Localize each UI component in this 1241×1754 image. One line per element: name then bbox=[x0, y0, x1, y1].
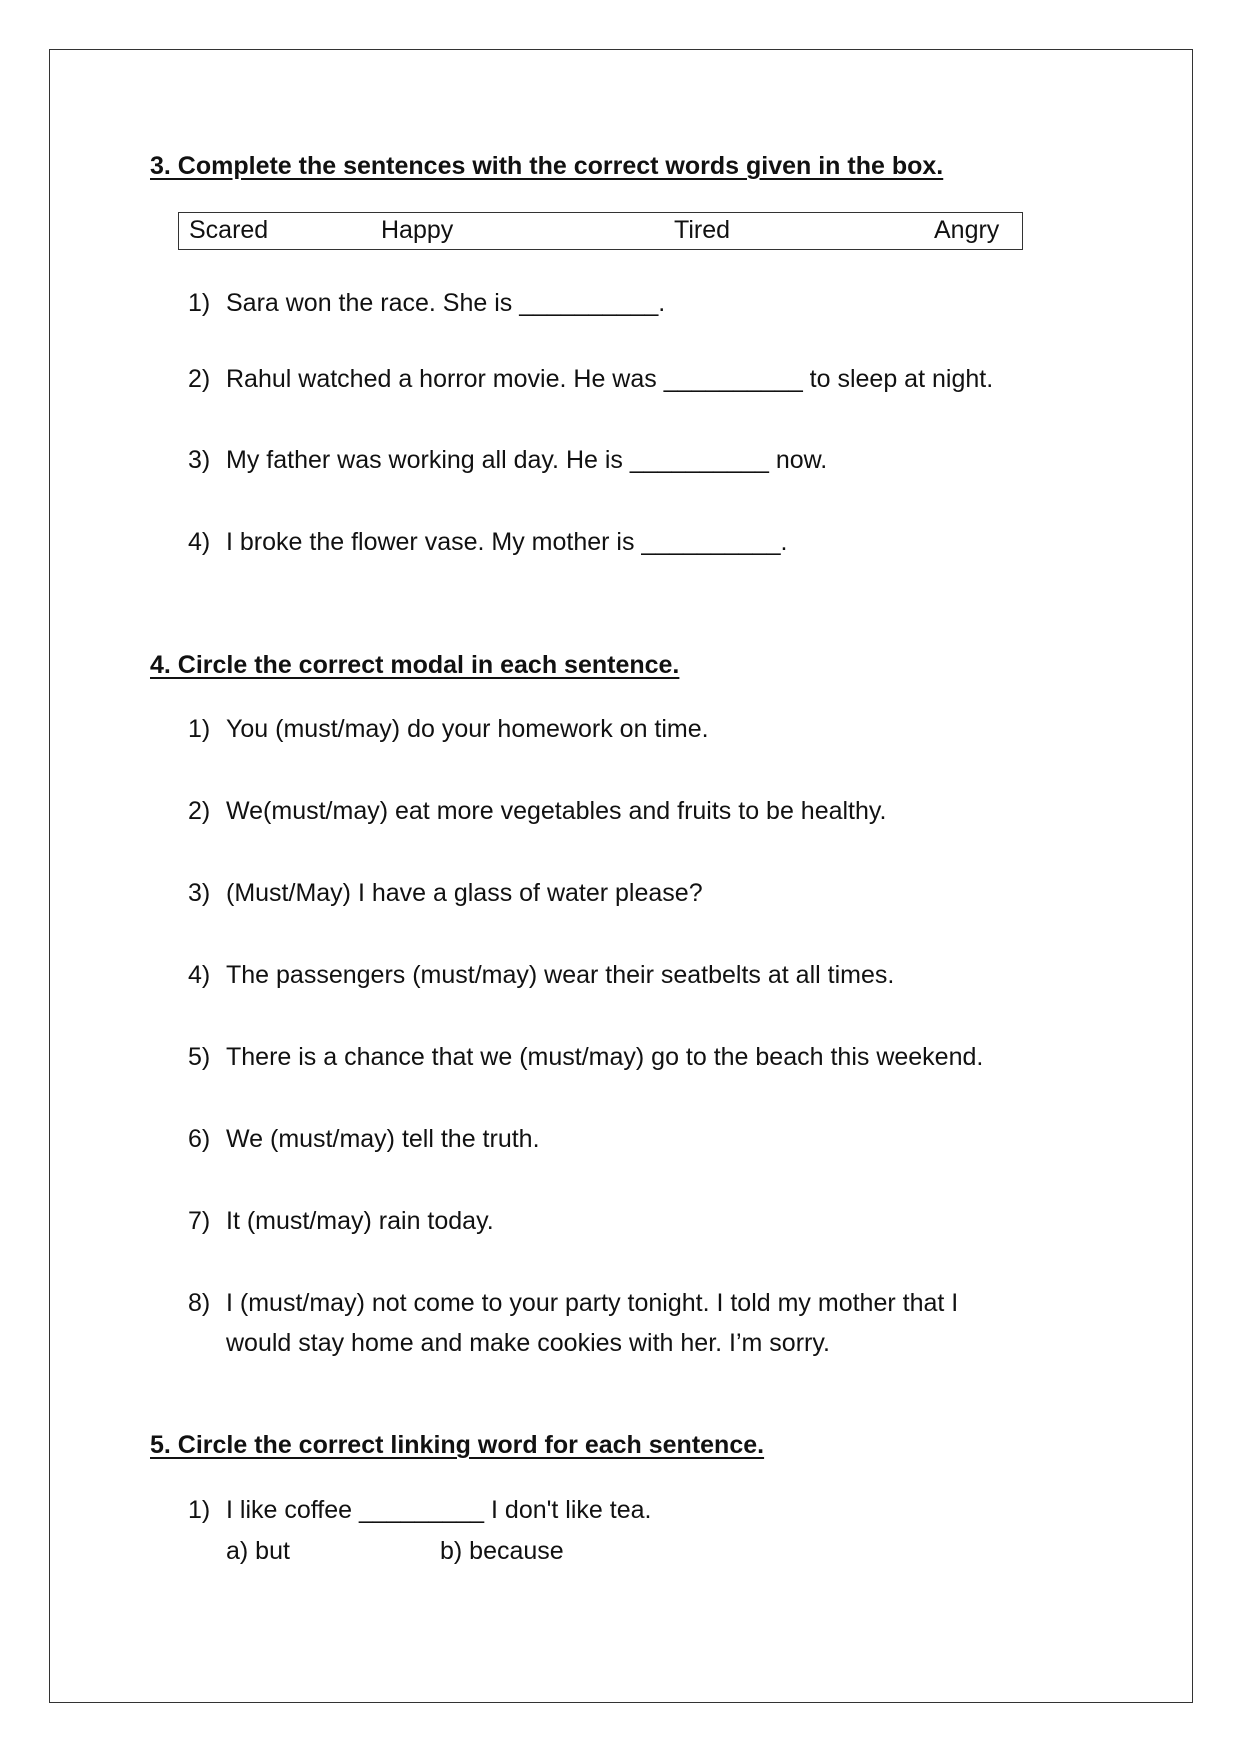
section-4-item bbox=[188, 1119, 540, 1159]
item-text: The passengers (must/may) wear their seatbelts at all times. bbox=[226, 961, 895, 989]
item-number: 7) bbox=[188, 1207, 211, 1235]
item-text: Rahul watched a horror movie. He was __________ to sleep at night. bbox=[226, 365, 994, 393]
item-number: 3) bbox=[188, 446, 211, 474]
section-4-item bbox=[188, 791, 887, 831]
item-text: I broke the flower vase. My mother is __________. bbox=[226, 528, 788, 556]
option-a: a) but bbox=[226, 1537, 290, 1565]
item-number: 3) bbox=[188, 879, 211, 907]
item-text-continued: would stay home and make cookies with her. I’m sorry. bbox=[226, 1329, 830, 1357]
section-4-heading: 4. Circle the correct modal in each sentence. bbox=[150, 651, 680, 679]
item-text: I (must/may) not come to your party tonight. I told my mother that I bbox=[226, 1289, 959, 1317]
item-number: 8) bbox=[188, 1289, 211, 1317]
section-3-item bbox=[188, 359, 993, 399]
item-number: 1) bbox=[188, 1496, 211, 1524]
section-5-item bbox=[188, 1490, 651, 1530]
item-number: 1) bbox=[188, 289, 211, 317]
word-box bbox=[178, 212, 1023, 250]
section-4-item bbox=[188, 1283, 958, 1363]
section-3-heading: 3. Complete the sentences with the correct words given in the box. bbox=[150, 152, 944, 180]
word-box-word: Tired bbox=[674, 216, 731, 244]
item-text: I like coffee _________ I don't like tea. bbox=[226, 1496, 652, 1524]
item-number: 4) bbox=[188, 528, 211, 556]
item-text: It (must/may) rain today. bbox=[226, 1207, 494, 1235]
item-text: Sara won the race. She is __________. bbox=[226, 289, 666, 317]
item-text: You (must/may) do your homework on time. bbox=[226, 715, 709, 743]
item-number: 2) bbox=[188, 797, 211, 825]
item-text: We(must/may) eat more vegetables and fruits to be healthy. bbox=[226, 797, 887, 825]
item-text: My father was working all day. He is __________ now. bbox=[226, 446, 828, 474]
item-number: 2) bbox=[188, 365, 211, 393]
item-text: (Must/May) I have a glass of water please? bbox=[226, 879, 703, 907]
word-box-word: Angry bbox=[934, 216, 1000, 244]
section-3-item bbox=[188, 283, 665, 323]
item-number: 4) bbox=[188, 961, 211, 989]
option-b: b) because bbox=[440, 1537, 564, 1565]
section-4-item bbox=[188, 709, 709, 749]
section-4-item bbox=[188, 955, 894, 995]
word-box-word: Happy bbox=[381, 216, 454, 244]
item-text: We (must/may) tell the truth. bbox=[226, 1125, 540, 1153]
section-5-heading: 5. Circle the correct linking word for each sentence. bbox=[150, 1431, 765, 1459]
section-4-item bbox=[188, 873, 703, 913]
item-number: 6) bbox=[188, 1125, 211, 1153]
section-4-item bbox=[188, 1201, 494, 1241]
item-number: 1) bbox=[188, 715, 211, 743]
item-text: There is a chance that we (must/may) go to the beach this weekend. bbox=[226, 1043, 984, 1071]
item-number: 5) bbox=[188, 1043, 211, 1071]
section-3-item bbox=[188, 522, 787, 562]
section-4-item bbox=[188, 1037, 983, 1077]
word-box-word: Scared bbox=[189, 216, 269, 244]
section-3-item bbox=[188, 440, 827, 480]
